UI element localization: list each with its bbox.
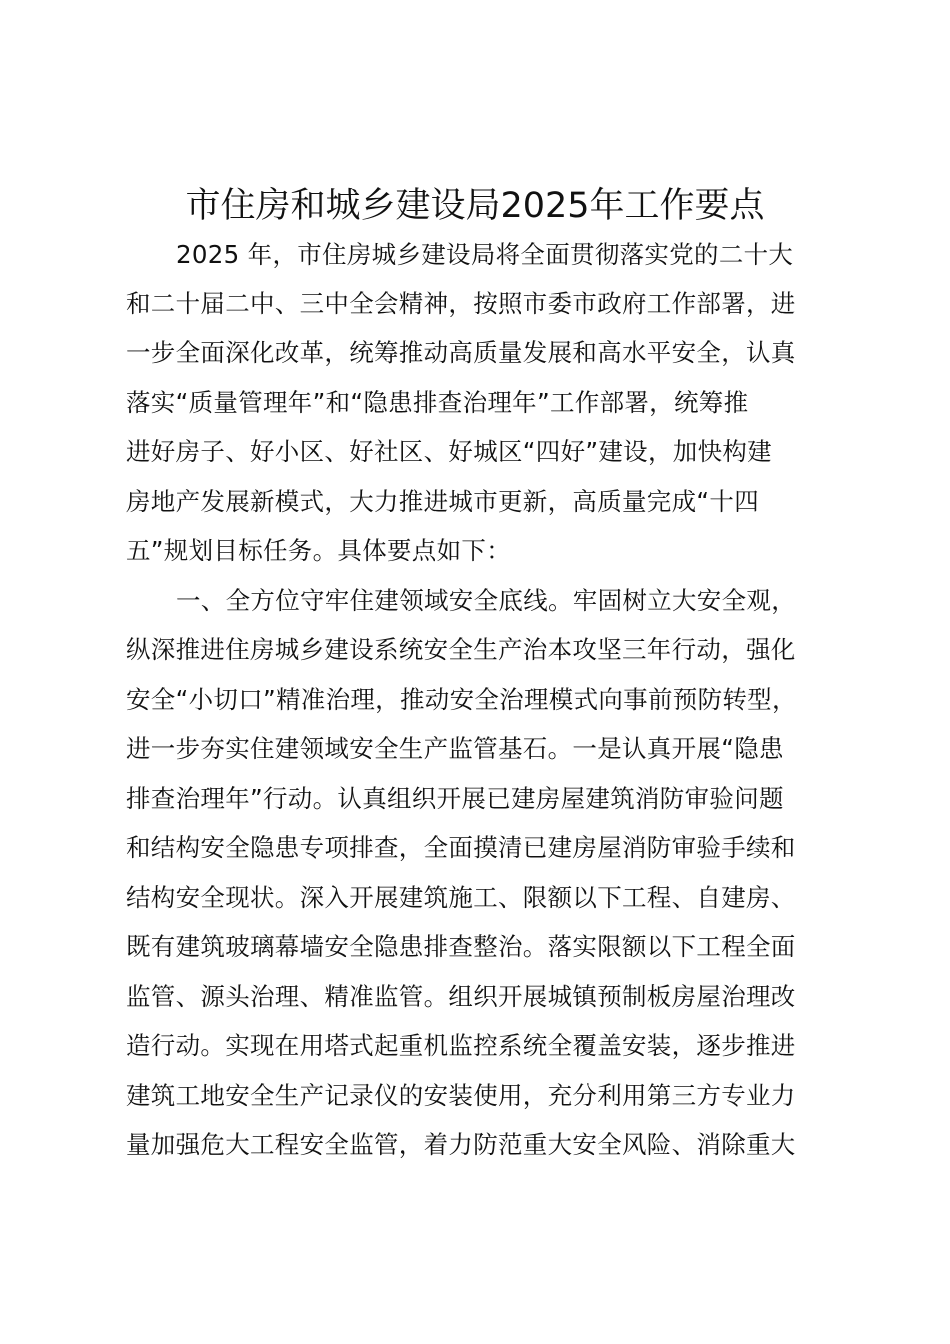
document-title: 市住房和城乡建设局2025年工作要点 — [185, 186, 765, 226]
paragraph-line: 量加强危大工程安全监管，着力防范重大安全风险、消除重大 — [126, 1130, 796, 1159]
paragraph-line: 进一步夯实住建领域安全生产监管基石。一是认真开展“隐患 — [126, 734, 784, 763]
paragraph-line: 建筑工地安全生产记录仪的安装使用，充分利用第三方专业力 — [126, 1081, 796, 1110]
paragraph-line: 造行动。实现在用塔式起重机监控系统全覆盖安装，逐步推进 — [126, 1031, 796, 1060]
paragraph-line: 房地产发展新模式，大力推进城市更新，高质量完成“十四 — [126, 487, 759, 516]
paragraph-line: 安全“小切口”精准治理，推动安全治理模式向事前预防转型， — [126, 685, 797, 714]
paragraph-line: 五”规划目标任务。具体要点如下： — [126, 536, 511, 565]
paragraph-line: 排查治理年”行动。认真组织开展已建房屋建筑消防审验问题 — [126, 784, 784, 813]
paragraph-line: 进好房子、好小区、好社区、好城区“四好”建设，加快构建 — [126, 437, 772, 466]
paragraph-line: 既有建筑玻璃幕墙安全隐患排查整治。落实限额以下工程全面 — [126, 932, 796, 961]
paragraph-line: 监管、源头治理、精准监管。组织开展城镇预制板房屋治理改 — [126, 982, 796, 1011]
paragraph-line: 纵深推进住房城乡建设系统安全生产治本攻坚三年行动，强化 — [126, 635, 796, 664]
paragraph-line: 结构安全现状。深入开展建筑施工、限额以下工程、自建房、 — [126, 883, 796, 912]
paragraph-line: 和结构安全隐患专项排查，全面摸清已建房屋消防审验手续和 — [126, 833, 796, 862]
paragraph-line: 一步全面深化改革，统筹推动高质量发展和高水平安全，认真 — [126, 338, 796, 367]
paragraph-line: 一、全方位守牢住建领域安全底线。牢固树立大安全观， — [176, 586, 796, 615]
paragraph-line: 和二十届二中、三中全会精神，按照市委市政府工作部署，进 — [126, 289, 796, 318]
paragraph-line: 落实“质量管理年”和“隐患排查治理年”工作部署，统筹推 — [126, 388, 749, 417]
paragraph-line: 2025 年，市住房城乡建设局将全面贯彻落实党的二十大 — [176, 240, 794, 269]
